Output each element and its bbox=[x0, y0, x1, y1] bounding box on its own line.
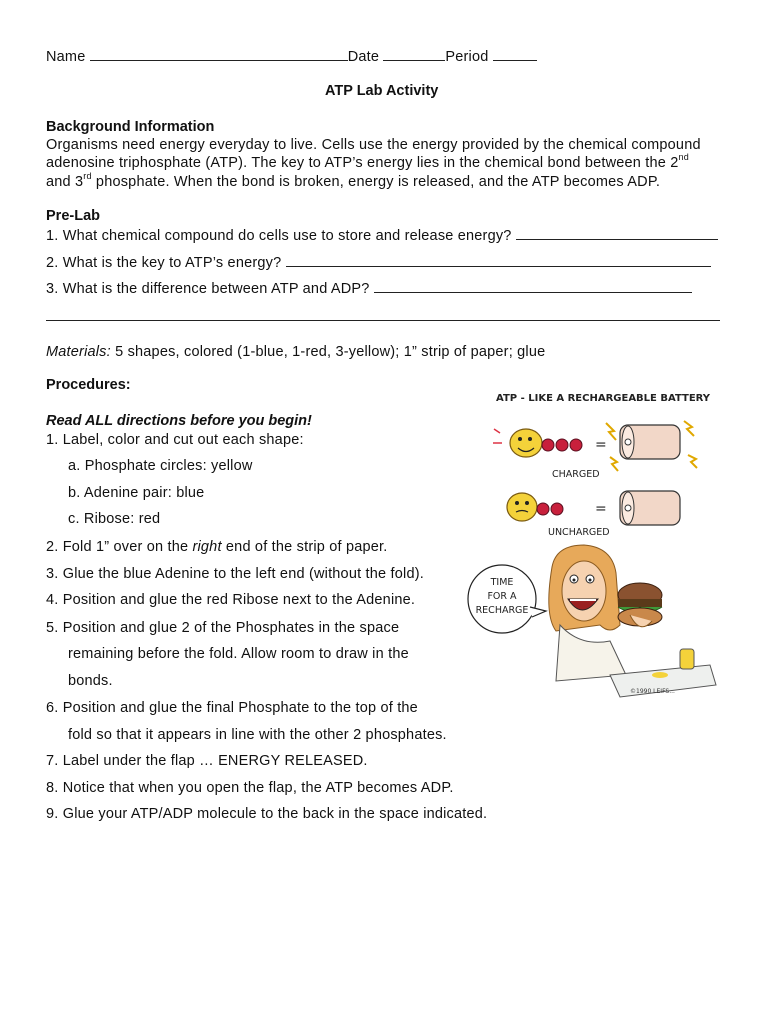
bubble-line-1: TIME bbox=[490, 577, 514, 588]
date-field[interactable] bbox=[383, 48, 445, 61]
name-label: Name bbox=[46, 49, 86, 65]
step-1: 1. Label, color and cut out each shape: bbox=[46, 432, 304, 448]
step-3: 3. Glue the blue Adenine to the left end (without the fold). bbox=[46, 566, 424, 582]
uncharged-molecule bbox=[507, 493, 563, 521]
prelab-question-2: 2. What is the key to ATP’s energy? bbox=[46, 254, 711, 271]
eating-character-illustration bbox=[549, 545, 716, 697]
copyright-text: ©1990 LEIFS... bbox=[630, 688, 675, 695]
step-5-line-1: 5. Position and glue 2 of the Phosphates in the space bbox=[46, 620, 400, 636]
step-4: 4. Position and glue the red Ribose next to the Adenine. bbox=[46, 592, 416, 608]
step-6-line-2: fold so that it appears in line with the other 2 phosphates. bbox=[68, 727, 447, 743]
cartoon-title: ATP - LIKE A RECHARGEABLE BATTERY bbox=[496, 393, 711, 404]
prelab-question-3: 3. What is the difference between ATP and ADP? bbox=[46, 280, 692, 297]
step-6-line-1: 6. Position and glue the final Phosphate to the top of the bbox=[46, 700, 418, 716]
step-8: 8. Notice that when you open the flap, the ATP becomes ADP. bbox=[46, 780, 454, 796]
charged-label: CHARGED bbox=[552, 469, 600, 480]
background-line-2: adenosine triphosphate (ATP). The key to ATP’s energy lies in the chemical bond between the 2nd bbox=[46, 152, 689, 171]
period-label: Period bbox=[445, 49, 489, 65]
answer-field-2[interactable] bbox=[286, 254, 711, 267]
materials-text: 5 shapes, colored (1-blue, 1-red, 3-yellow); 1” strip of paper; glue bbox=[110, 344, 546, 360]
svg-text:=: = bbox=[595, 437, 607, 453]
step-1c: c. Ribose: red bbox=[68, 511, 161, 527]
uncharged-battery-icon bbox=[620, 491, 680, 525]
answer-field-1[interactable] bbox=[516, 227, 718, 240]
materials-label: Materials: bbox=[46, 344, 111, 360]
date-label: Date bbox=[347, 49, 380, 65]
page-title: ATP Lab Activity bbox=[325, 83, 439, 99]
name-field[interactable] bbox=[90, 48, 348, 61]
procedures-heading: Procedures: bbox=[46, 377, 131, 393]
charged-battery-icon bbox=[606, 421, 697, 471]
background-line-3: and 3rd phosphate. When the bond is broken, energy is released, and the ATP becomes ADP. bbox=[46, 171, 661, 190]
step-5-line-2: remaining before the fold. Allow room to draw in the bbox=[68, 646, 409, 662]
step-1b: b. Adenine pair: blue bbox=[68, 485, 205, 501]
atp-battery-cartoon bbox=[460, 385, 720, 705]
bubble-line-2: FOR A bbox=[487, 591, 517, 602]
charged-molecule bbox=[493, 429, 582, 457]
step-1a: a. Phosphate circles: yellow bbox=[68, 458, 253, 474]
prelab-question-1: 1. What chemical compound do cells use to store and release energy? bbox=[46, 227, 718, 244]
directions-note: Read ALL directions before you begin! bbox=[46, 413, 312, 429]
svg-text:=: = bbox=[595, 501, 607, 517]
materials-line bbox=[46, 344, 545, 360]
step-5-line-3: bonds. bbox=[68, 673, 113, 689]
header-line bbox=[46, 48, 537, 65]
speech-bubble bbox=[468, 565, 546, 633]
step-7: 7. Label under the flap … ENERGY RELEASED. bbox=[46, 753, 368, 769]
background-heading: Background Information bbox=[46, 119, 215, 135]
period-field[interactable] bbox=[493, 48, 537, 61]
step-2: 2. Fold 1” over on the right end of the strip of paper. bbox=[46, 539, 388, 555]
answer-field-3[interactable] bbox=[374, 280, 692, 293]
bubble-line-3: RECHARGE bbox=[475, 605, 529, 616]
uncharged-label: UNCHARGED bbox=[548, 527, 610, 538]
background-line-1: Organisms need energy everyday to live. Cells use the energy provided by the chemical compound bbox=[46, 137, 701, 153]
prelab-heading: Pre-Lab bbox=[46, 208, 100, 224]
answer-field-3-continued[interactable] bbox=[46, 320, 720, 321]
step-9: 9. Glue your ATP/ADP molecule to the back in the space indicated. bbox=[46, 806, 488, 822]
